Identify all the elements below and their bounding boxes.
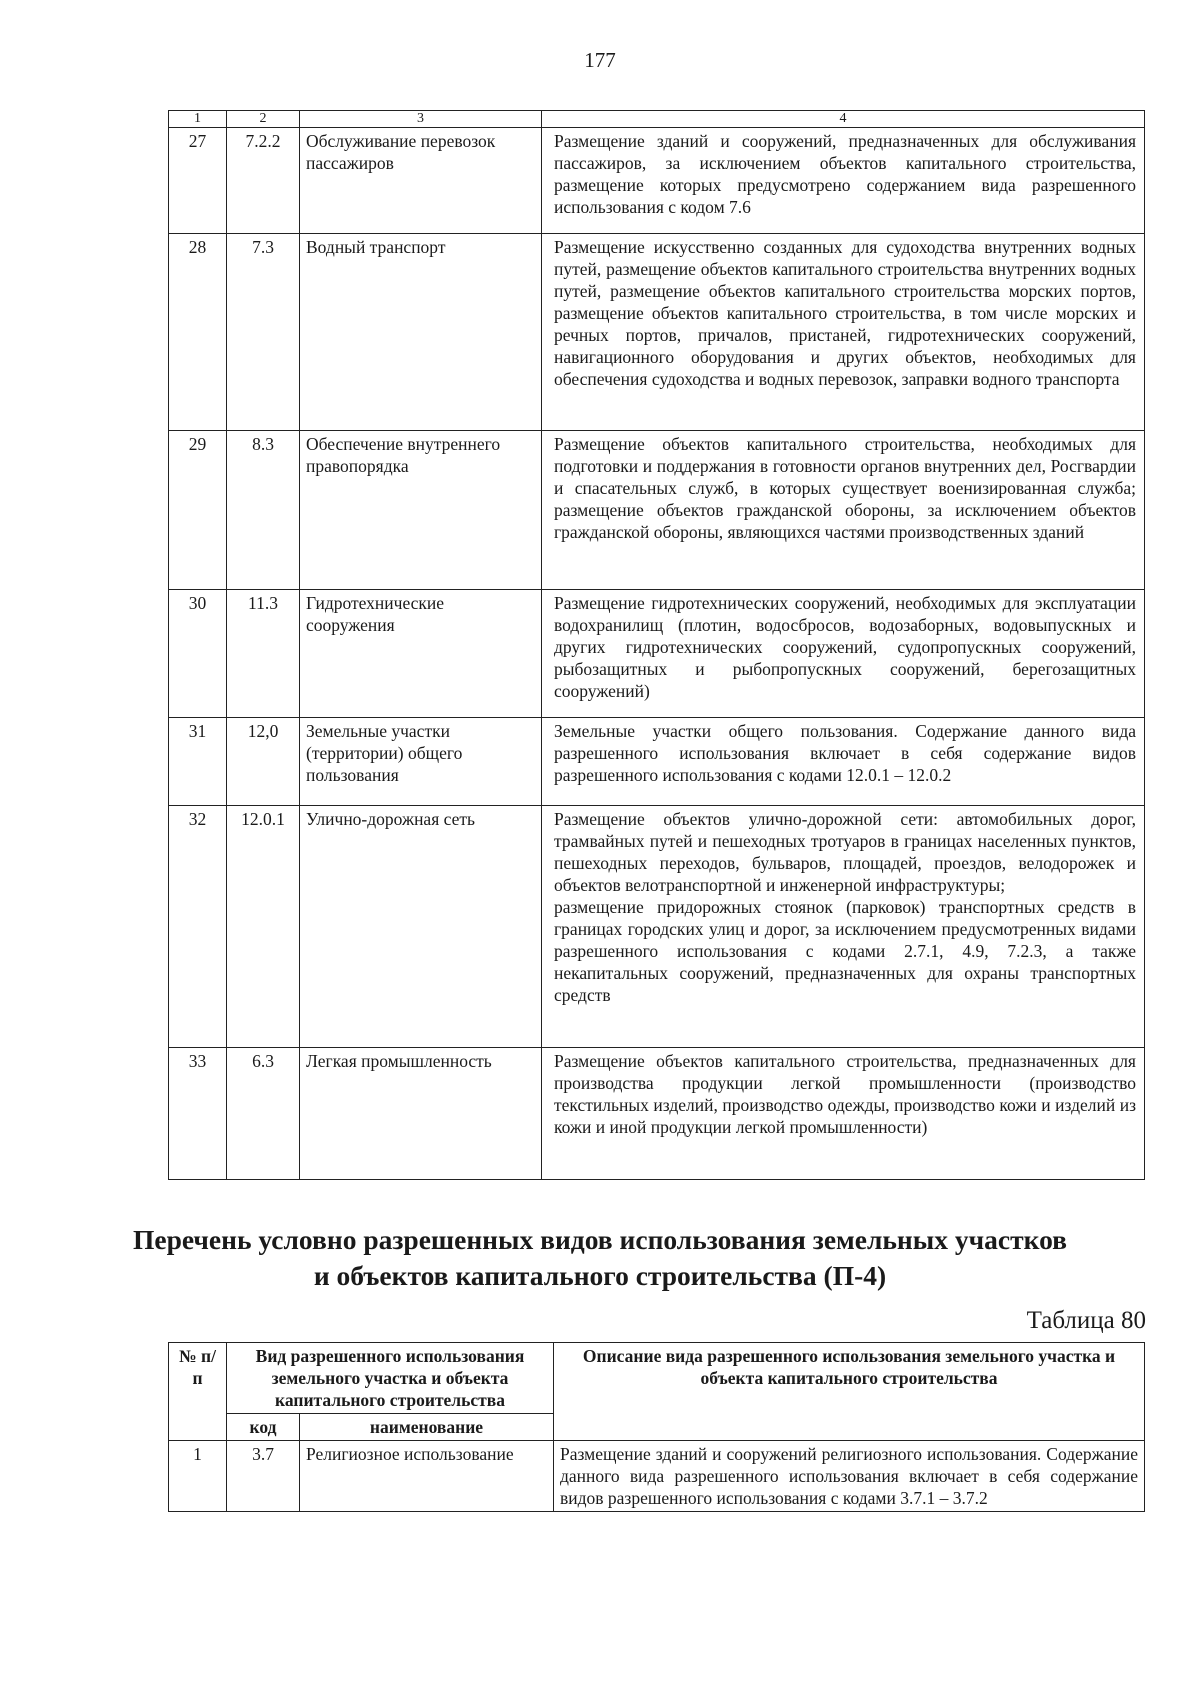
use-description <box>542 590 1145 718</box>
use-code: 12,0 <box>227 718 300 806</box>
header-description: Описание вида разрешенного использования земельного участка и объекта капитального строительства <box>554 1343 1145 1441</box>
row-number: 31 <box>169 718 227 806</box>
use-description <box>542 806 1145 1048</box>
description-paragraph: Размещение зданий и сооружений, предназначенных для обслуживания пассажиров, за исключением объектов капитального строительства, размещение которых предусмотрено содержанием вида разрешенного использования с кодом 7.6 <box>554 131 1136 217</box>
use-description: Размещение зданий и сооружений религиозного использования. Содержание данного вида разрешенного использования включает в себя содержание видов разрешенного использования с кодами 3.7.1 – 3.7.2 <box>554 1441 1145 1512</box>
description-paragraph: Размещение гидротехнических сооружений, необходимых для эксплуатации водохранилищ (плотин, водосбросов, водозаборных, водовыпускных и других гидротехнических сооружений, судопропускных сооружений, рыбозащитных и рыбопропускных сооружений, берегозащитных сооружений) <box>554 593 1136 701</box>
section-heading <box>0 1222 1200 1294</box>
use-name: Обеспечение внутреннего правопорядка <box>300 431 542 590</box>
use-code: 11.3 <box>227 590 300 718</box>
header-kind: Вид разрешенного использования земельного участка и объекта капитального строительства <box>227 1343 554 1414</box>
use-code: 6.3 <box>227 1048 300 1180</box>
table-header-row <box>169 1343 1145 1414</box>
use-code: 7.3 <box>227 234 300 431</box>
use-code: 8.3 <box>227 431 300 590</box>
page-number: 177 <box>584 48 616 72</box>
row-number: 33 <box>169 1048 227 1180</box>
use-name: Улично-дорожная сеть <box>300 806 542 1048</box>
row-number: 29 <box>169 431 227 590</box>
section-heading-line: Перечень условно разрешенных видов использования земельных участков <box>133 1224 1067 1255</box>
table-row <box>169 806 1145 1048</box>
table-row <box>169 1441 1145 1512</box>
use-name: Земельные участки (территории) общего пользования <box>300 718 542 806</box>
use-description <box>542 128 1145 234</box>
table-80 <box>168 1342 1145 1512</box>
use-description <box>542 718 1145 806</box>
use-name: Легкая промышленность <box>300 1048 542 1180</box>
column-number: 3 <box>300 111 542 128</box>
description-paragraph: Размещение искусственно созданных для судоходства внутренних водных путей, размещение объектов капитального строительства внутренних водных путей, размещение объектов капитального строительства морских портов, размещение объектов капитального строительства, в том числе морских и речных портов, причалов, пристаней, гидротехнических сооружений, навигационного оборудования и других объектов, необходимых для обеспечения судоходства и водных перевозок, заправки водного транспорта <box>554 237 1136 389</box>
description-paragraph: Размещение объектов капитального строительства, необходимых для подготовки и поддержания в готовности органов внутренних дел, Росгвардии и спасательных служб, в которых существует военизированная служба; размещение объектов гражданской обороны, за исключением объектов гражданской обороны, являющихся частями производственных зданий <box>554 434 1136 542</box>
row-number: 27 <box>169 128 227 234</box>
header-code: код <box>227 1414 300 1441</box>
table-row <box>169 431 1145 590</box>
use-name: Обслуживание перевозок пассажиров <box>300 128 542 234</box>
header-name: наименование <box>300 1414 554 1441</box>
use-name: Водный транспорт <box>300 234 542 431</box>
section-heading-line: и объектов капитального строительства (П-4) <box>313 1260 887 1291</box>
description-paragraph: Размещение объектов улично-дорожной сети: автомобильных дорог, трамвайных путей и пешеходных тротуаров в границах населенных пунктов, пешеходных переходов, бульваров, площадей, проездов, велодорожек и объектов велотранспортной и инженерной инфраструктуры; <box>554 809 1136 895</box>
use-name: Религиозное использование <box>300 1441 554 1512</box>
row-number: 32 <box>169 806 227 1048</box>
use-description <box>542 1048 1145 1180</box>
column-number: 2 <box>227 111 300 128</box>
description-paragraph: размещение придорожных стоянок (парковок) транспортных средств в границах городских улиц и дорог, за исключением предусмотренных видами разрешенного использования с кодами 2.7.1, 4.9, 7.2.3, а также некапитальных сооружений, предназначенных для охраны транспортных средств <box>554 897 1136 1005</box>
row-number: 28 <box>169 234 227 431</box>
use-code: 7.2.2 <box>227 128 300 234</box>
row-number: 1 <box>169 1441 227 1512</box>
column-number: 1 <box>169 111 227 128</box>
use-code: 3.7 <box>227 1441 300 1512</box>
table-row <box>169 590 1145 718</box>
header-number: № п/п <box>169 1343 227 1441</box>
use-description <box>542 431 1145 590</box>
use-name: Гидротехнические сооружения <box>300 590 542 718</box>
row-number: 30 <box>169 590 227 718</box>
table-row <box>169 234 1145 431</box>
table-label: Таблица 80 <box>1026 1307 1146 1334</box>
use-description <box>542 234 1145 431</box>
table-row <box>169 718 1145 806</box>
use-code: 12.0.1 <box>227 806 300 1048</box>
table-row <box>169 1048 1145 1180</box>
description-paragraph: Земельные участки общего пользования. Содержание данного вида разрешенного использования включает в себя содержание видов разрешенного использования с кодами 12.0.1 – 12.0.2 <box>554 721 1136 785</box>
column-number-row <box>169 111 1145 128</box>
description-paragraph: Размещение объектов капитального строительства, предназначенных для производства продукции легкой промышленности (производство текстильных изделий, производство одежды, производство кожи и изделий из кожи и иной продукции легкой промышленности) <box>554 1051 1136 1137</box>
column-number: 4 <box>542 111 1145 128</box>
table-row <box>169 128 1145 234</box>
continuation-table <box>168 110 1145 1180</box>
